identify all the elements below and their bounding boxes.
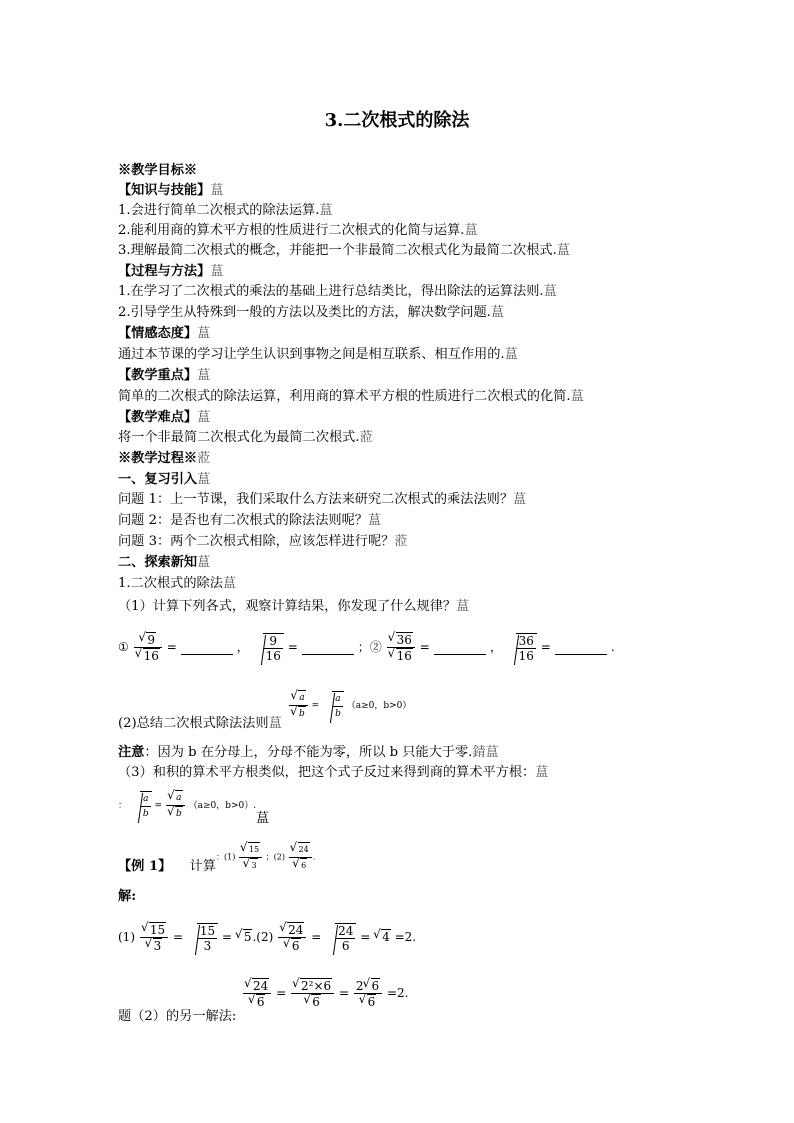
solution-formula: (1) √ 15 √ 3 = $\frac{15}{3}$ = √ 5.(2) √ 24 √ 6 = $\frac{24}{6}$ = √ 4 =2.: [118, 922, 416, 953]
text-line: 问题 2：是否也有二次根式的除法法则呢？蒀: [118, 513, 382, 528]
reverse-formula: ： $\frac{a}{b}$ = √ a √ b （a≥0，b>0）.: [118, 790, 256, 821]
rule-label-line: (2)总结二次根式除法法则蒀: [118, 716, 282, 731]
text-line: 1.会进行简单二次根式的除法运算.蒀: [118, 203, 333, 218]
text-line: 1.二次根式的除法蒀: [118, 576, 237, 591]
text-line: 【教学难点】蒀: [118, 410, 211, 425]
circle-one: ①: [118, 640, 129, 654]
solution-label: 解:: [118, 889, 137, 904]
example-line: 【例 1】 计算: [118, 859, 216, 874]
text-line: 3.理解最简二次根式的概念，并能把一个非最简二次根式化为最简二次根式.蒀: [118, 243, 570, 258]
text-line: 将一个非最简二次根式化为最简二次根式.蒞: [118, 430, 373, 445]
example-formula: ：(1) √ 15 √ 3 ；(2) √ 24 √ 6 .: [216, 842, 315, 873]
answer-blank[interactable]: [302, 640, 354, 655]
alt-label: 题（2）的另一解法:: [118, 1009, 237, 1024]
circle-two: ②: [369, 640, 382, 654]
text-line: 简单的二次根式的除法运算，利用商的算术平方根的性质进行二次根式的化简.蒀: [118, 389, 584, 404]
answer-blank[interactable]: [181, 640, 233, 655]
reverse-mark: 蒀: [256, 811, 270, 826]
text-line: 一、复习引入蒀: [118, 472, 211, 487]
text-line: 通过本节课的学习让学生认识到事物之间是相互联系、相互作用的.蒀: [118, 347, 518, 362]
text-line: ※教学目标※: [118, 163, 198, 178]
note-line: 注意：因为 b 在分母上，分母不能为零，所以 b 只能大于零.錆蒀: [118, 745, 499, 760]
answer-blank[interactable]: [434, 640, 486, 655]
text-line: 【教学重点】蒀: [118, 368, 211, 383]
answer-blank[interactable]: [555, 640, 607, 655]
text-line: 【过程与方法】蒀: [118, 264, 224, 279]
text-line: 问题 3：两个二次根式相除，应该怎样进行呢？蒞: [118, 534, 408, 549]
text-line: 问题 1：上一节课，我们采取什么方法来研究二次根式的乘法法则？蒀: [118, 492, 527, 507]
text-line: 2.能利用商的算术平方根的性质进行二次根式的化简与运算.蒀: [118, 223, 478, 238]
text-line: 【知识与技能】蒀: [118, 183, 224, 198]
text-line: （1）计算下列各式，观察计算结果，你发现了什么规律？蒀: [118, 599, 470, 614]
text-line: 【情感态度】蒀: [118, 326, 211, 341]
text-line: 二、探索新知蒀: [118, 555, 211, 570]
reverse-line: （3）和积的算术平方根类似，把这个式子反过来得到商的算术平方根：蒀: [118, 765, 549, 780]
text-line: 1.在学习了二次根式的乘法的基础上进行总结类比，得出除法的运算法则.蒀: [118, 284, 557, 299]
exercise-row: ① √ 9 √ 16 = ， $\frac{9}{16}$ = ；② √ 36 √ 16 = ， $\frac{36}{16}$ = .: [118, 632, 615, 663]
text-line: 2.引导学生从特殊到一般的方法以及类比的方法，解决数学问题.蒀: [118, 305, 505, 320]
rule-formula: √ a √ b = $\frac{a}{b}$ （a≥0，b>0）: [288, 690, 411, 721]
page-title: 3.二次根式的除法: [324, 110, 470, 131]
text-line: ※教学过程※蒞: [118, 451, 211, 466]
alt-formula: √ 24 √ 6 = √ 2²×6 √ 6 = 2√ 6 √ 6 =2.: [242, 978, 408, 1009]
